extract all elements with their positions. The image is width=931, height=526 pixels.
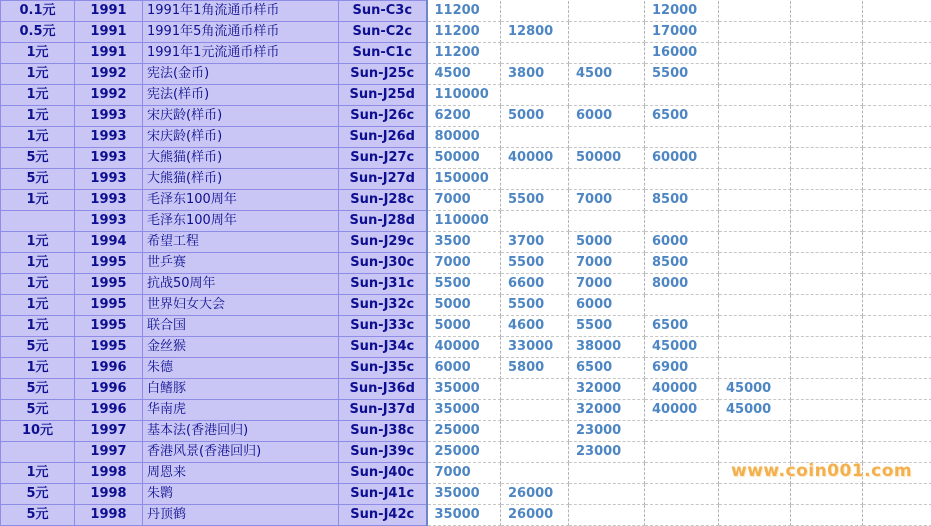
price-cell-1[interactable]: 35000: [427, 484, 501, 505]
price-cell-2[interactable]: [501, 400, 569, 421]
coin-name-cell[interactable]: 大熊猫(样币): [143, 169, 339, 190]
price-cell-4[interactable]: 8500: [645, 190, 719, 211]
price-cell-3[interactable]: 38000: [569, 337, 645, 358]
coin-name-cell[interactable]: 联合国: [143, 316, 339, 337]
price-cell-6[interactable]: [791, 85, 863, 106]
price-cell-4[interactable]: [645, 169, 719, 190]
catalog-number-cell[interactable]: Sun-J27c: [339, 148, 427, 169]
price-cell-1[interactable]: 6200: [427, 106, 501, 127]
price-cell-2[interactable]: 26000: [501, 484, 569, 505]
empty-cell[interactable]: [863, 484, 931, 505]
table-row: [1, 358, 931, 379]
price-cell-1[interactable]: 5500: [427, 274, 501, 295]
price-cell-6[interactable]: [791, 64, 863, 85]
year-cell[interactable]: 1991: [75, 22, 143, 43]
table-row: [1, 232, 931, 253]
coin-name-cell[interactable]: 毛泽东100周年: [143, 211, 339, 232]
price-cell-3[interactable]: 7000: [569, 190, 645, 211]
table-row: [1, 421, 931, 442]
year-cell[interactable]: 1995: [75, 253, 143, 274]
price-cell-5[interactable]: [719, 442, 791, 463]
denomination-cell[interactable]: 1元: [1, 85, 75, 106]
year-cell[interactable]: 1998: [75, 505, 143, 526]
coin-name-cell[interactable]: 宪法(样币): [143, 85, 339, 106]
table-row: [1, 295, 931, 316]
year-cell[interactable]: 1995: [75, 274, 143, 295]
price-cell-5[interactable]: [719, 85, 791, 106]
price-cell-5[interactable]: [719, 316, 791, 337]
coin-name-cell[interactable]: 抗战50周年: [143, 274, 339, 295]
price-cell-6[interactable]: [791, 211, 863, 232]
empty-cell[interactable]: [863, 316, 931, 337]
year-cell[interactable]: 1992: [75, 64, 143, 85]
price-cell-6[interactable]: [791, 442, 863, 463]
price-cell-2[interactable]: [501, 211, 569, 232]
price-cell-2[interactable]: [501, 127, 569, 148]
price-cell-3[interactable]: 6000: [569, 106, 645, 127]
price-cell-6[interactable]: [791, 316, 863, 337]
table-row: [1, 442, 931, 463]
catalog-number-cell[interactable]: Sun-J25d: [339, 85, 427, 106]
price-cell-4[interactable]: 6500: [645, 106, 719, 127]
price-cell-6[interactable]: [791, 232, 863, 253]
denomination-cell[interactable]: 5元: [1, 400, 75, 421]
year-cell[interactable]: 1995: [75, 295, 143, 316]
price-cell-1[interactable]: 4500: [427, 64, 501, 85]
empty-cell[interactable]: [863, 442, 931, 463]
price-cell-2[interactable]: 5500: [501, 253, 569, 274]
catalog-number-cell[interactable]: Sun-J38c: [339, 421, 427, 442]
coin-name-cell[interactable]: 宋庆龄(样币): [143, 106, 339, 127]
price-cell-5[interactable]: [719, 1, 791, 22]
table-body: [1, 1, 931, 526]
table-row: [1, 1, 931, 22]
price-cell-2[interactable]: [501, 442, 569, 463]
table-row: [1, 148, 931, 169]
year-cell[interactable]: 1995: [75, 337, 143, 358]
price-cell-3[interactable]: 5500: [569, 316, 645, 337]
price-cell-1[interactable]: 5000: [427, 295, 501, 316]
price-cell-1[interactable]: 6000: [427, 358, 501, 379]
price-cell-1[interactable]: 7000: [427, 463, 501, 484]
table-row: [1, 106, 931, 127]
price-cell-1[interactable]: 50000: [427, 148, 501, 169]
empty-cell[interactable]: [863, 64, 931, 85]
price-cell-2[interactable]: 4600: [501, 316, 569, 337]
price-cell-1[interactable]: 11200: [427, 22, 501, 43]
price-cell-3[interactable]: 7000: [569, 253, 645, 274]
year-cell[interactable]: 1993: [75, 169, 143, 190]
table-row: [1, 316, 931, 337]
price-cell-3[interactable]: 4500: [569, 64, 645, 85]
year-cell[interactable]: 1997: [75, 442, 143, 463]
price-cell-6[interactable]: [791, 127, 863, 148]
price-cell-2[interactable]: 5800: [501, 358, 569, 379]
year-cell[interactable]: 1993: [75, 190, 143, 211]
price-cell-4[interactable]: 17000: [645, 22, 719, 43]
year-cell[interactable]: 1993: [75, 148, 143, 169]
denomination-cell[interactable]: 5元: [1, 379, 75, 400]
denomination-cell[interactable]: 1元: [1, 43, 75, 64]
price-cell-5[interactable]: [719, 421, 791, 442]
price-cell-5[interactable]: [719, 22, 791, 43]
denomination-cell[interactable]: 1元: [1, 463, 75, 484]
year-cell[interactable]: 1996: [75, 379, 143, 400]
price-cell-5[interactable]: [719, 169, 791, 190]
price-cell-6[interactable]: [791, 379, 863, 400]
price-cell-6[interactable]: [791, 169, 863, 190]
catalog-number-cell[interactable]: Sun-J28d: [339, 211, 427, 232]
price-cell-4[interactable]: [645, 295, 719, 316]
year-cell[interactable]: 1992: [75, 85, 143, 106]
empty-cell[interactable]: [863, 169, 931, 190]
denomination-cell[interactable]: 1元: [1, 295, 75, 316]
denomination-cell[interactable]: 1元: [1, 232, 75, 253]
year-cell[interactable]: 1993: [75, 211, 143, 232]
price-cell-3[interactable]: [569, 43, 645, 64]
price-cell-2[interactable]: 5500: [501, 190, 569, 211]
empty-cell[interactable]: [863, 358, 931, 379]
coin-name-cell[interactable]: 金丝猴: [143, 337, 339, 358]
price-cell-3[interactable]: 23000: [569, 421, 645, 442]
price-cell-3[interactable]: 6500: [569, 358, 645, 379]
year-cell[interactable]: 1991: [75, 1, 143, 22]
price-cell-1[interactable]: 110000: [427, 211, 501, 232]
price-cell-5[interactable]: [719, 274, 791, 295]
denomination-cell[interactable]: 1元: [1, 64, 75, 85]
price-cell-6[interactable]: [791, 421, 863, 442]
empty-cell[interactable]: [863, 22, 931, 43]
empty-cell[interactable]: [863, 106, 931, 127]
price-cell-4[interactable]: 8500: [645, 253, 719, 274]
price-cell-4[interactable]: [645, 463, 719, 484]
price-cell-5[interactable]: 45000: [719, 400, 791, 421]
year-cell[interactable]: 1994: [75, 232, 143, 253]
coin-name-cell[interactable]: 1991年1元流通币样币: [143, 43, 339, 64]
price-cell-2[interactable]: 33000: [501, 337, 569, 358]
price-cell-5[interactable]: [719, 337, 791, 358]
denomination-cell[interactable]: 1元: [1, 316, 75, 337]
price-cell-1[interactable]: 7000: [427, 253, 501, 274]
price-cell-6[interactable]: [791, 484, 863, 505]
price-cell-2[interactable]: 40000: [501, 148, 569, 169]
price-cell-5[interactable]: [719, 232, 791, 253]
price-cell-2[interactable]: 3700: [501, 232, 569, 253]
empty-cell[interactable]: [863, 211, 931, 232]
empty-cell[interactable]: [863, 421, 931, 442]
price-cell-4[interactable]: [645, 484, 719, 505]
coin-name-cell[interactable]: 大熊猫(样币): [143, 148, 339, 169]
price-cell-3[interactable]: 50000: [569, 148, 645, 169]
table-row: [1, 85, 931, 106]
price-cell-2[interactable]: [501, 421, 569, 442]
price-cell-4[interactable]: [645, 505, 719, 526]
table-row: [1, 337, 931, 358]
price-cell-4[interactable]: [645, 85, 719, 106]
price-cell-6[interactable]: [791, 505, 863, 526]
table-row: [1, 253, 931, 274]
price-cell-3[interactable]: [569, 463, 645, 484]
price-cell-4[interactable]: 40000: [645, 400, 719, 421]
price-cell-4[interactable]: [645, 421, 719, 442]
price-cell-2[interactable]: 5000: [501, 106, 569, 127]
catalog-number-cell[interactable]: Sun-J26d: [339, 127, 427, 148]
table-row: [1, 505, 931, 526]
price-cell-5[interactable]: 45000: [719, 379, 791, 400]
table-row: [1, 211, 931, 232]
price-cell-2[interactable]: 5500: [501, 295, 569, 316]
catalog-number-cell[interactable]: Sun-J40c: [339, 463, 427, 484]
coin-name-cell[interactable]: 白鳍豚: [143, 379, 339, 400]
price-cell-5[interactable]: [719, 295, 791, 316]
price-cell-4[interactable]: 12000: [645, 1, 719, 22]
table-row: [1, 379, 931, 400]
denomination-cell[interactable]: 0.1元: [1, 1, 75, 22]
price-cell-6[interactable]: [791, 400, 863, 421]
catalog-number-cell[interactable]: Sun-J26c: [339, 106, 427, 127]
price-cell-1[interactable]: 25000: [427, 442, 501, 463]
catalog-number-cell[interactable]: Sun-J35c: [339, 358, 427, 379]
catalog-number-cell[interactable]: Sun-J30c: [339, 253, 427, 274]
price-cell-3[interactable]: 23000: [569, 442, 645, 463]
price-cell-3[interactable]: 7000: [569, 274, 645, 295]
catalog-number-cell[interactable]: Sun-J41c: [339, 484, 427, 505]
coin-name-cell[interactable]: 毛泽东100周年: [143, 190, 339, 211]
price-cell-4[interactable]: [645, 442, 719, 463]
price-cell-4[interactable]: 16000: [645, 43, 719, 64]
empty-cell[interactable]: [863, 190, 931, 211]
empty-cell[interactable]: [863, 337, 931, 358]
catalog-number-cell[interactable]: Sun-J37d: [339, 400, 427, 421]
empty-cell[interactable]: [863, 295, 931, 316]
year-cell[interactable]: 1991: [75, 43, 143, 64]
catalog-number-cell[interactable]: Sun-C3c: [339, 1, 427, 22]
price-cell-4[interactable]: 40000: [645, 379, 719, 400]
price-cell-5[interactable]: [719, 148, 791, 169]
price-cell-2[interactable]: 12800: [501, 22, 569, 43]
year-cell[interactable]: 1993: [75, 127, 143, 148]
year-cell[interactable]: 1998: [75, 484, 143, 505]
coin-name-cell[interactable]: 基本法(香港回归): [143, 421, 339, 442]
table-row: [1, 64, 931, 85]
table-row: [1, 190, 931, 211]
empty-cell[interactable]: [863, 127, 931, 148]
empty-cell[interactable]: [863, 1, 931, 22]
empty-cell[interactable]: [863, 400, 931, 421]
denomination-cell[interactable]: 5元: [1, 148, 75, 169]
price-cell-1[interactable]: 11200: [427, 43, 501, 64]
price-cell-3[interactable]: 32000: [569, 400, 645, 421]
price-cell-1[interactable]: 80000: [427, 127, 501, 148]
empty-cell[interactable]: [863, 43, 931, 64]
price-cell-2[interactable]: 6600: [501, 274, 569, 295]
price-cell-6[interactable]: [791, 190, 863, 211]
price-cell-5[interactable]: [719, 358, 791, 379]
price-cell-1[interactable]: 25000: [427, 421, 501, 442]
table-row: [1, 484, 931, 505]
price-cell-6[interactable]: [791, 148, 863, 169]
price-cell-3[interactable]: [569, 484, 645, 505]
price-cell-3[interactable]: [569, 1, 645, 22]
catalog-number-cell[interactable]: Sun-J27d: [339, 169, 427, 190]
empty-cell[interactable]: [863, 274, 931, 295]
price-cell-6[interactable]: [791, 43, 863, 64]
price-cell-1[interactable]: 35000: [427, 400, 501, 421]
price-cell-6[interactable]: [791, 358, 863, 379]
price-cell-6[interactable]: [791, 253, 863, 274]
price-cell-2[interactable]: 26000: [501, 505, 569, 526]
denomination-cell[interactable]: 0.5元: [1, 22, 75, 43]
price-cell-4[interactable]: [645, 211, 719, 232]
denomination-cell[interactable]: 5元: [1, 337, 75, 358]
denomination-cell[interactable]: 5元: [1, 505, 75, 526]
price-cell-6[interactable]: [791, 106, 863, 127]
year-cell[interactable]: 1997: [75, 421, 143, 442]
table-row: [1, 400, 931, 421]
coin-name-cell[interactable]: 周恩来: [143, 463, 339, 484]
price-cell-3[interactable]: [569, 85, 645, 106]
coin-name-cell[interactable]: 朱德: [143, 358, 339, 379]
coin-name-cell[interactable]: 华南虎: [143, 400, 339, 421]
denomination-cell[interactable]: 1元: [1, 274, 75, 295]
price-cell-5[interactable]: [719, 64, 791, 85]
denomination-cell[interactable]: [1, 211, 75, 232]
price-cell-5[interactable]: [719, 43, 791, 64]
denomination-cell[interactable]: 1元: [1, 127, 75, 148]
coin-name-cell[interactable]: 丹顶鹤: [143, 505, 339, 526]
price-cell-6[interactable]: [791, 274, 863, 295]
empty-cell[interactable]: [863, 379, 931, 400]
denomination-cell[interactable]: 1元: [1, 190, 75, 211]
price-cell-1[interactable]: 11200: [427, 1, 501, 22]
price-cell-3[interactable]: [569, 211, 645, 232]
coin-name-cell[interactable]: 朱鹮: [143, 484, 339, 505]
coin-name-cell[interactable]: 世乒赛: [143, 253, 339, 274]
coin-name-cell[interactable]: 宋庆龄(样币): [143, 127, 339, 148]
catalog-number-cell[interactable]: Sun-J39c: [339, 442, 427, 463]
price-cell-2[interactable]: [501, 463, 569, 484]
denomination-cell[interactable]: 1元: [1, 358, 75, 379]
price-cell-3[interactable]: [569, 505, 645, 526]
price-cell-6[interactable]: [791, 337, 863, 358]
price-cell-1[interactable]: 7000: [427, 190, 501, 211]
table-row: [1, 22, 931, 43]
price-cell-4[interactable]: 45000: [645, 337, 719, 358]
price-cell-4[interactable]: 6500: [645, 316, 719, 337]
price-cell-5[interactable]: [719, 505, 791, 526]
catalog-number-cell[interactable]: Sun-J34c: [339, 337, 427, 358]
year-cell[interactable]: 1998: [75, 463, 143, 484]
catalog-number-cell[interactable]: Sun-C2c: [339, 22, 427, 43]
catalog-number-cell[interactable]: Sun-J33c: [339, 316, 427, 337]
price-cell-4[interactable]: 6000: [645, 232, 719, 253]
empty-cell[interactable]: [863, 85, 931, 106]
price-cell-2[interactable]: [501, 379, 569, 400]
empty-cell[interactable]: [863, 232, 931, 253]
coin-name-cell[interactable]: 香港风景(香港回归): [143, 442, 339, 463]
coin-name-cell[interactable]: 1991年5角流通币样币: [143, 22, 339, 43]
year-cell[interactable]: 1993: [75, 106, 143, 127]
year-cell[interactable]: 1996: [75, 358, 143, 379]
price-cell-4[interactable]: 8000: [645, 274, 719, 295]
price-cell-3[interactable]: 5000: [569, 232, 645, 253]
denomination-cell[interactable]: 5元: [1, 484, 75, 505]
catalog-number-cell[interactable]: Sun-J31c: [339, 274, 427, 295]
price-cell-1[interactable]: 150000: [427, 169, 501, 190]
catalog-number-cell[interactable]: Sun-J28c: [339, 190, 427, 211]
price-cell-3[interactable]: [569, 169, 645, 190]
price-cell-3[interactable]: [569, 22, 645, 43]
price-cell-1[interactable]: 3500: [427, 232, 501, 253]
coin-name-cell[interactable]: 世界妇女大会: [143, 295, 339, 316]
price-cell-4[interactable]: [645, 127, 719, 148]
catalog-number-cell[interactable]: Sun-J32c: [339, 295, 427, 316]
year-cell[interactable]: 1996: [75, 400, 143, 421]
price-cell-3[interactable]: 6000: [569, 295, 645, 316]
price-cell-5[interactable]: [719, 106, 791, 127]
price-cell-2[interactable]: 3800: [501, 64, 569, 85]
empty-cell[interactable]: [863, 148, 931, 169]
price-cell-6[interactable]: [791, 295, 863, 316]
catalog-number-cell[interactable]: Sun-J29c: [339, 232, 427, 253]
watermark-text: www.coin001.com: [731, 461, 912, 481]
denomination-cell[interactable]: 5元: [1, 169, 75, 190]
year-cell[interactable]: 1995: [75, 316, 143, 337]
denomination-cell[interactable]: [1, 442, 75, 463]
empty-cell[interactable]: [863, 505, 931, 526]
price-cell-4[interactable]: 6900: [645, 358, 719, 379]
price-cell-1[interactable]: 35000: [427, 379, 501, 400]
coin-name-cell[interactable]: 1991年1角流通币样币: [143, 1, 339, 22]
coin-name-cell[interactable]: 希望工程: [143, 232, 339, 253]
catalog-number-cell[interactable]: Sun-J42c: [339, 505, 427, 526]
denomination-cell[interactable]: 10元: [1, 421, 75, 442]
price-cell-6[interactable]: [791, 1, 863, 22]
price-cell-2[interactable]: [501, 169, 569, 190]
price-cell-2[interactable]: [501, 43, 569, 64]
price-cell-6[interactable]: [791, 22, 863, 43]
price-cell-1[interactable]: 5000: [427, 316, 501, 337]
price-cell-5[interactable]: [719, 253, 791, 274]
empty-cell[interactable]: [863, 253, 931, 274]
price-cell-1[interactable]: 110000: [427, 85, 501, 106]
coin-name-cell[interactable]: 宪法(金币): [143, 64, 339, 85]
price-cell-4[interactable]: 60000: [645, 148, 719, 169]
price-cell-3[interactable]: 32000: [569, 379, 645, 400]
price-cell-1[interactable]: 40000: [427, 337, 501, 358]
catalog-number-cell[interactable]: Sun-C1c: [339, 43, 427, 64]
denomination-cell[interactable]: 1元: [1, 106, 75, 127]
price-cell-2[interactable]: [501, 85, 569, 106]
price-cell-1[interactable]: 35000: [427, 505, 501, 526]
table-row: [1, 169, 931, 190]
price-cell-2[interactable]: [501, 1, 569, 22]
price-cell-3[interactable]: [569, 127, 645, 148]
catalog-number-cell[interactable]: Sun-J25c: [339, 64, 427, 85]
table-row: [1, 127, 931, 148]
catalog-number-cell[interactable]: Sun-J36d: [339, 379, 427, 400]
price-cell-5[interactable]: [719, 484, 791, 505]
price-cell-4[interactable]: 5500: [645, 64, 719, 85]
price-cell-5[interactable]: [719, 190, 791, 211]
table-row: [1, 274, 931, 295]
denomination-cell[interactable]: 1元: [1, 253, 75, 274]
price-cell-5[interactable]: [719, 211, 791, 232]
price-cell-5[interactable]: [719, 127, 791, 148]
table-row: [1, 43, 931, 64]
